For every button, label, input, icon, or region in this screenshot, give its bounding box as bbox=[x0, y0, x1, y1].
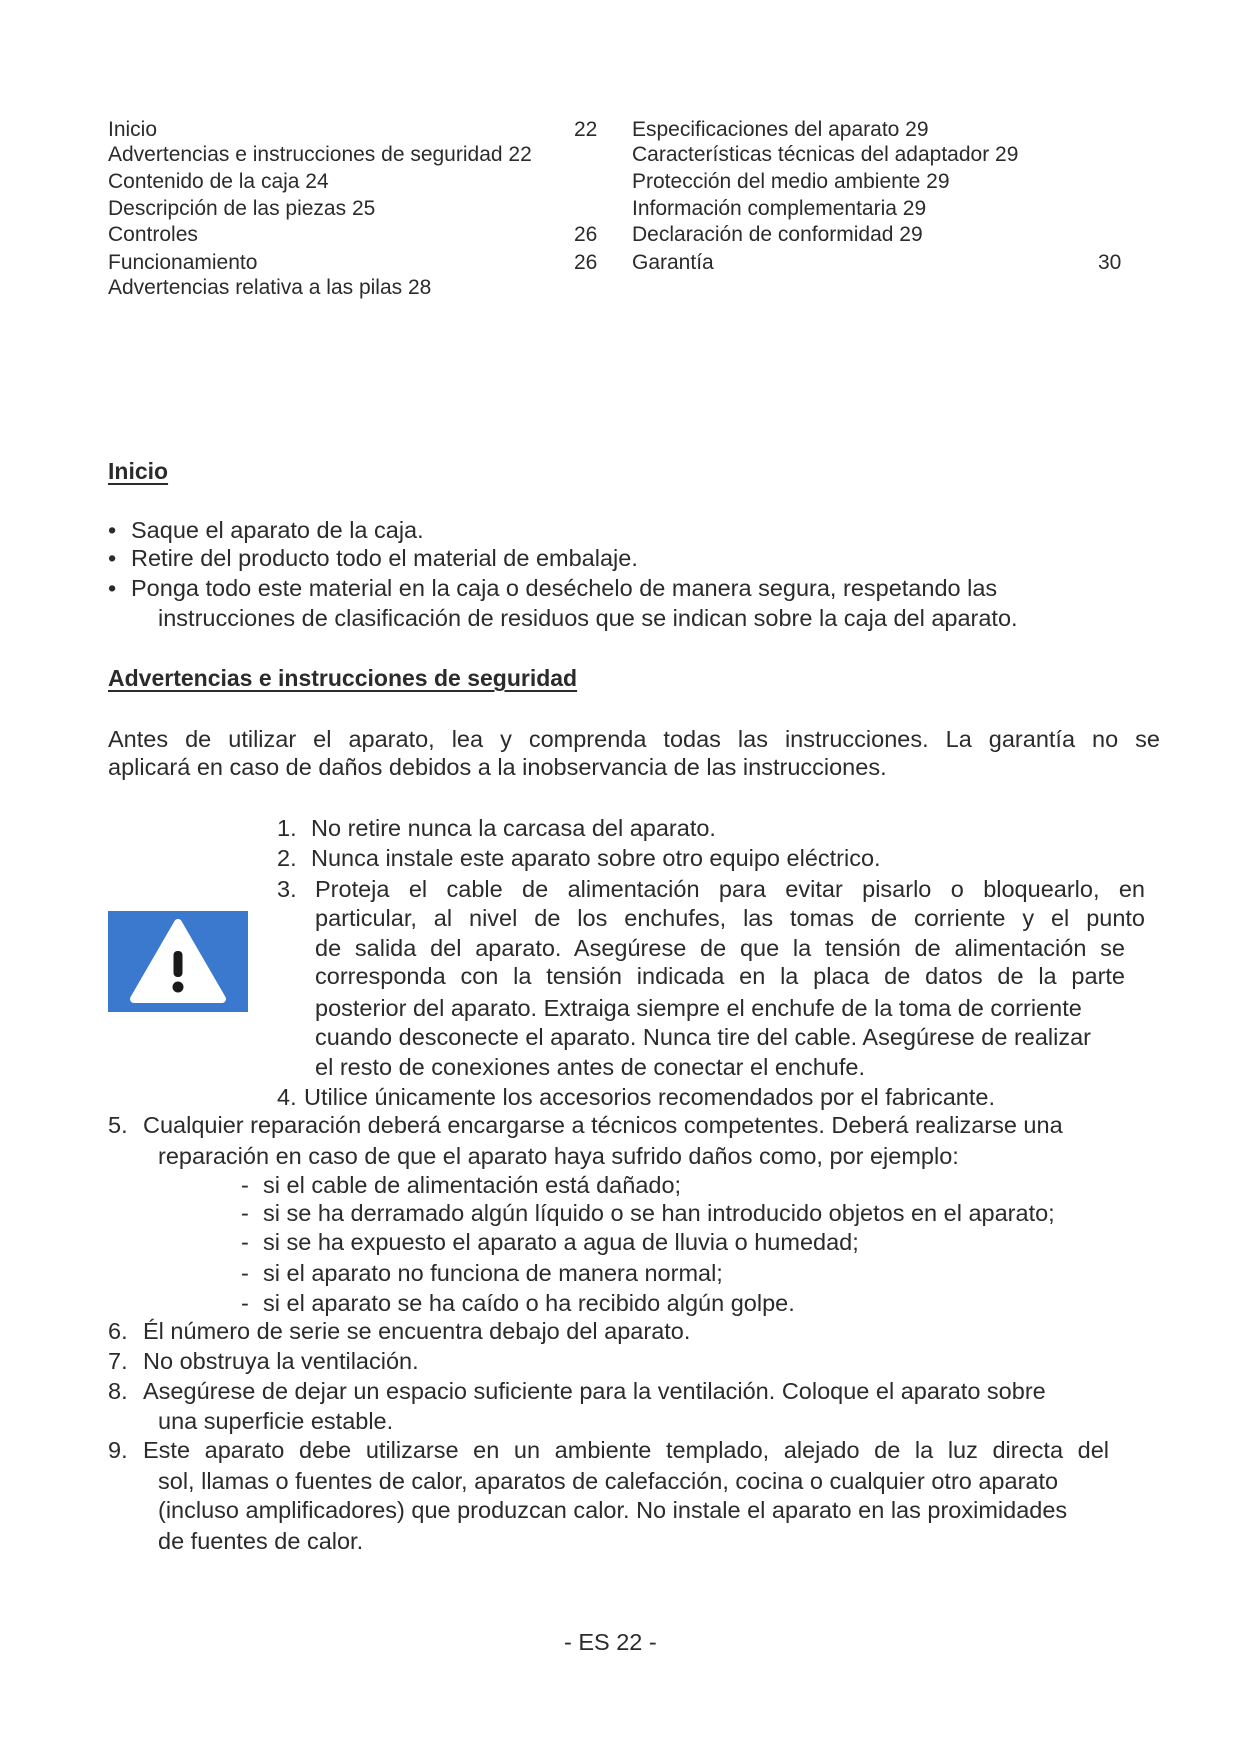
list-item-text: de fuentes de calor. bbox=[158, 1528, 364, 1554]
toc-entry-label: Contenido de la caja 24 bbox=[108, 170, 329, 193]
list-number: 4. bbox=[277, 1084, 297, 1110]
list-number: 3. bbox=[277, 876, 297, 902]
sub-item-text: si se ha derramado algún líquido o se han introducido objetos en el aparato; bbox=[263, 1200, 1055, 1226]
list-item-text: sol, llamas o fuentes de calor, aparatos de calefacción, cocina o cualquier otro aparato bbox=[158, 1468, 1059, 1494]
list-item-text: reparación en caso de que el aparato haya sufrido daños como, por ejemplo: bbox=[158, 1143, 959, 1169]
list-item-text: particular, al nivel de los enchufes, las tomas de corriente y el punto bbox=[315, 905, 1145, 931]
list-item-text: el resto de conexiones antes de conectar el enchufe. bbox=[315, 1054, 866, 1080]
list-item-text: una superficie estable. bbox=[158, 1408, 394, 1434]
toc-entry-page: 26 bbox=[574, 223, 598, 246]
toc-entry-label: Inicio bbox=[108, 118, 158, 141]
list-number: 5. bbox=[108, 1112, 128, 1138]
toc-entry-label: Declaración de conformidad 29 bbox=[632, 223, 923, 246]
toc-entry-page: 26 bbox=[574, 251, 598, 274]
list-item-text: Cualquier reparación deberá encargarse a técnicos competentes. Deberá realizarse una bbox=[143, 1112, 1063, 1138]
sub-item-text: si el aparato se ha caído o ha recibido algún golpe. bbox=[263, 1290, 795, 1316]
list-number: 1. bbox=[277, 815, 297, 841]
toc-entry-label: Descripción de las piezas 25 bbox=[108, 197, 376, 220]
sub-item-text: si el cable de alimentación está dañado; bbox=[263, 1172, 682, 1198]
bullet-marker: • bbox=[108, 517, 117, 543]
bullet-marker: • bbox=[108, 575, 117, 601]
list-number: 8. bbox=[108, 1378, 128, 1404]
safety-intro-line: Antes de utilizar el aparato, lea y comprenda todas las instrucciones. La garantía no se bbox=[108, 726, 1160, 752]
list-number: 7. bbox=[108, 1348, 128, 1374]
list-item-text: Asegúrese de dejar un espacio suficiente para la ventilación. Coloque el aparato sobre bbox=[143, 1378, 1046, 1404]
bullet-text: Ponga todo este material en la caja o deséchelo de manera segura, respetando las bbox=[131, 575, 998, 601]
list-item-text: posterior del aparato. Extraiga siempre el enchufe de la toma de corriente bbox=[315, 995, 1082, 1021]
list-item-text: Utilice únicamente los accesorios recomendados por el fabricante. bbox=[304, 1084, 995, 1110]
page-number: - ES 22 - bbox=[564, 1629, 657, 1655]
toc-entry-label: Protección del medio ambiente 29 bbox=[632, 170, 950, 193]
sub-item-text: si el aparato no funciona de manera normal; bbox=[263, 1260, 723, 1286]
bullet-marker: • bbox=[108, 545, 117, 571]
toc-entry-label: Advertencias relativa a las pilas 28 bbox=[108, 276, 432, 299]
toc-entry-label: Especificaciones del aparato 29 bbox=[632, 118, 929, 141]
list-item-text: Proteja el cable de alimentación para evitar pisarlo o bloquearlo, en bbox=[315, 876, 1145, 902]
toc-entry-label: Información complementaria 29 bbox=[632, 197, 927, 220]
toc-entry-label: Controles bbox=[108, 223, 198, 246]
section-heading-safety: Advertencias e instrucciones de seguridad bbox=[108, 665, 578, 691]
dash-marker: - bbox=[241, 1200, 249, 1226]
list-item-text: (incluso amplificadores) que produzcan calor. No instale el aparato en las proximidades bbox=[158, 1497, 1068, 1523]
list-number: 2. bbox=[277, 845, 297, 871]
toc-entry-page: 22 bbox=[574, 118, 598, 141]
list-item-text: No retire nunca la carcasa del aparato. bbox=[311, 815, 716, 841]
toc-entry-page: 30 bbox=[1098, 251, 1122, 274]
list-item-text: Este aparato debe utilizarse en un ambiente templado, alejado de la luz directa del bbox=[143, 1437, 1109, 1463]
list-item-text: No obstruya la ventilación. bbox=[143, 1348, 419, 1374]
toc-entry-label: Funcionamiento bbox=[108, 251, 258, 274]
dash-marker: - bbox=[241, 1172, 249, 1198]
list-item-text: de salida del aparato. Asegúrese de que la tensión de alimentación se bbox=[315, 935, 1125, 961]
list-number: 9. bbox=[108, 1437, 128, 1463]
sub-item-text: si se ha expuesto el aparato a agua de lluvia o humedad; bbox=[263, 1229, 859, 1255]
toc-entry-label: Garantía bbox=[632, 251, 714, 274]
list-item-text: cuando desconecte el aparato. Nunca tire del cable. Asegúrese de realizar bbox=[315, 1024, 1091, 1050]
safety-intro-line: aplicará en caso de daños debidos a la inobservancia de las instrucciones. bbox=[108, 754, 887, 780]
list-number: 6. bbox=[108, 1318, 128, 1344]
toc-entry-label: Advertencias e instrucciones de seguridad 22 bbox=[108, 143, 532, 166]
bullet-text-continuation: instrucciones de clasificación de residuos que se indican sobre la caja del aparato. bbox=[158, 605, 1018, 631]
dash-marker: - bbox=[241, 1260, 249, 1286]
section-heading-inicio: Inicio bbox=[108, 458, 169, 484]
warning-triangle-icon bbox=[108, 911, 248, 1012]
list-item-text: Él número de serie se encuentra debajo del aparato. bbox=[143, 1318, 691, 1344]
list-item-text: corresponda con la tensión indicada en la placa de datos de la parte bbox=[315, 963, 1125, 989]
bullet-text: Retire del producto todo el material de embalaje. bbox=[131, 545, 638, 571]
dash-marker: - bbox=[241, 1229, 249, 1255]
list-item-text: Nunca instale este aparato sobre otro equipo eléctrico. bbox=[311, 845, 881, 871]
toc-entry-label: Características técnicas del adaptador 29 bbox=[632, 143, 1019, 166]
bullet-text: Saque el aparato de la caja. bbox=[131, 517, 424, 543]
dash-marker: - bbox=[241, 1290, 249, 1316]
